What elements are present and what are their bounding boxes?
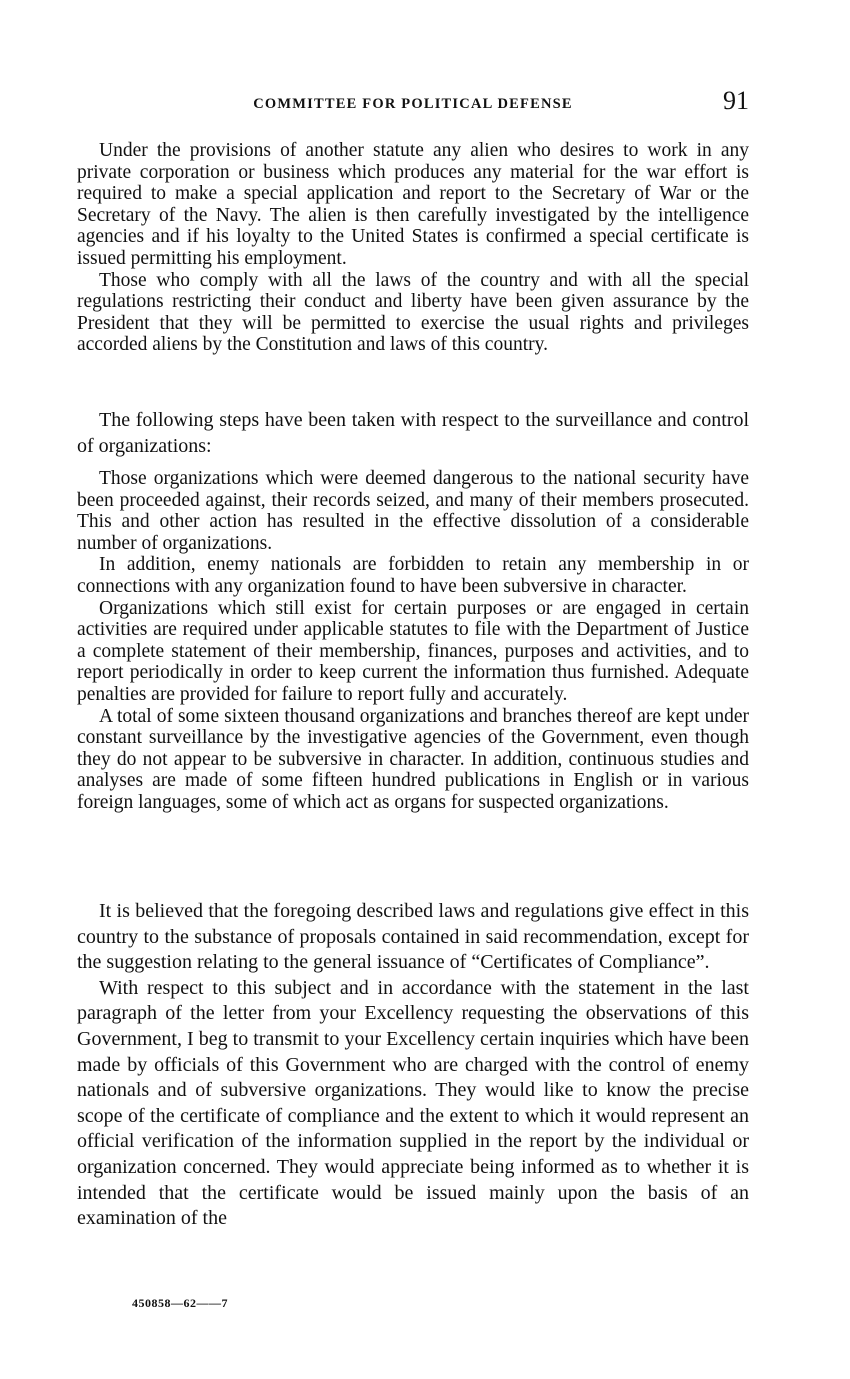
- page-number: 91: [723, 86, 749, 115]
- paragraph-compliance-assurance: Those who comply with all the laws of the country and with all the special regulations restricting their conduct and liberty have been given assurance by the President that they will be permitted to exercise the usual rights and privileges accorded aliens by the Constitution and laws of this country.: [77, 269, 749, 356]
- paragraph-foregoing-laws: It is believed that the foregoing described laws and regulations give effect in this country to the substance of proposals contained in said recommendation, except for the suggestion relating to the general issuance of “Certificates of Compliance”.: [77, 900, 749, 974]
- paragraph-registration-requirements: Organizations which still exist for certain purposes or are engaged in certain activities are required under applicable statutes to file with the Department of Justice a complete statement of their membership, finances, purposes and activities, and to report periodically in order to keep current the information thus furnished. Adequate penalties are provided for failure to report fully and accurately.: [77, 597, 749, 705]
- paragraph-inquiries: With respect to this subject and in accordance with the statement in the last paragraph of the letter from your Excellency requesting the observations of this Government, I beg to transmit to your Excellency certain inquiries which have been made by officials of this Government who are charged with the control of enemy nationals and of subversive organizations. They would like to know the precise scope of the certificate of compliance and the extent to which it would represent an official verification of the information supplied in the report by the individual or organization concerned. They would appreciate being informed as to whether it is intended that the certificate would be issued mainly upon the basis of an examination of the: [77, 976, 749, 1230]
- paragraph-surveillance: A total of some sixteen thousand organizations and branches thereof are kept under constant surveillance by the investigative agencies of the Government, even though they do not appear to be subversive in character. In addition, continuous studies and analyses are made of some fifteen hundred publications in English or in various foreign languages, some of which act as organs for suspected organizations.: [77, 705, 749, 813]
- text-block-organizations: [77, 468, 749, 814]
- paragraph-organizations-intro: The following steps have been taken with respect to the surveillance and control of organizations:: [77, 409, 749, 457]
- paragraph-dangerous-organizations: Those organizations which were deemed dangerous to the national security have been proceeded against, their records seized, and many of their members prosecuted. This and other action has resulted in the effective dissolution of a considerable number of organizations.: [77, 468, 749, 554]
- text-block-intro: [77, 408, 749, 459]
- page-header: [77, 86, 749, 122]
- print-code: 450858—62——7: [132, 1296, 228, 1310]
- text-block-aliens: [77, 140, 749, 356]
- paragraph-alien-employment: Under the provisions of another statute any alien who desires to work in any private corporation or business which produces any material for the war effort is required to make a special application and report to the Secretary of War or the Secretary of the Navy. The alien is then carefully investigated by the intelligence agencies and if his loyalty to the United States is confirmed a special certificate is issued permitting his employment.: [77, 140, 749, 269]
- running-head: COMMITTEE FOR POLITICAL DEFENSE: [253, 96, 573, 112]
- paragraph-enemy-nationals: In addition, enemy nationals are forbidden to retain any membership in or connections with any organization found to have been subversive in character.: [77, 554, 749, 597]
- text-block-letter: [77, 899, 749, 1232]
